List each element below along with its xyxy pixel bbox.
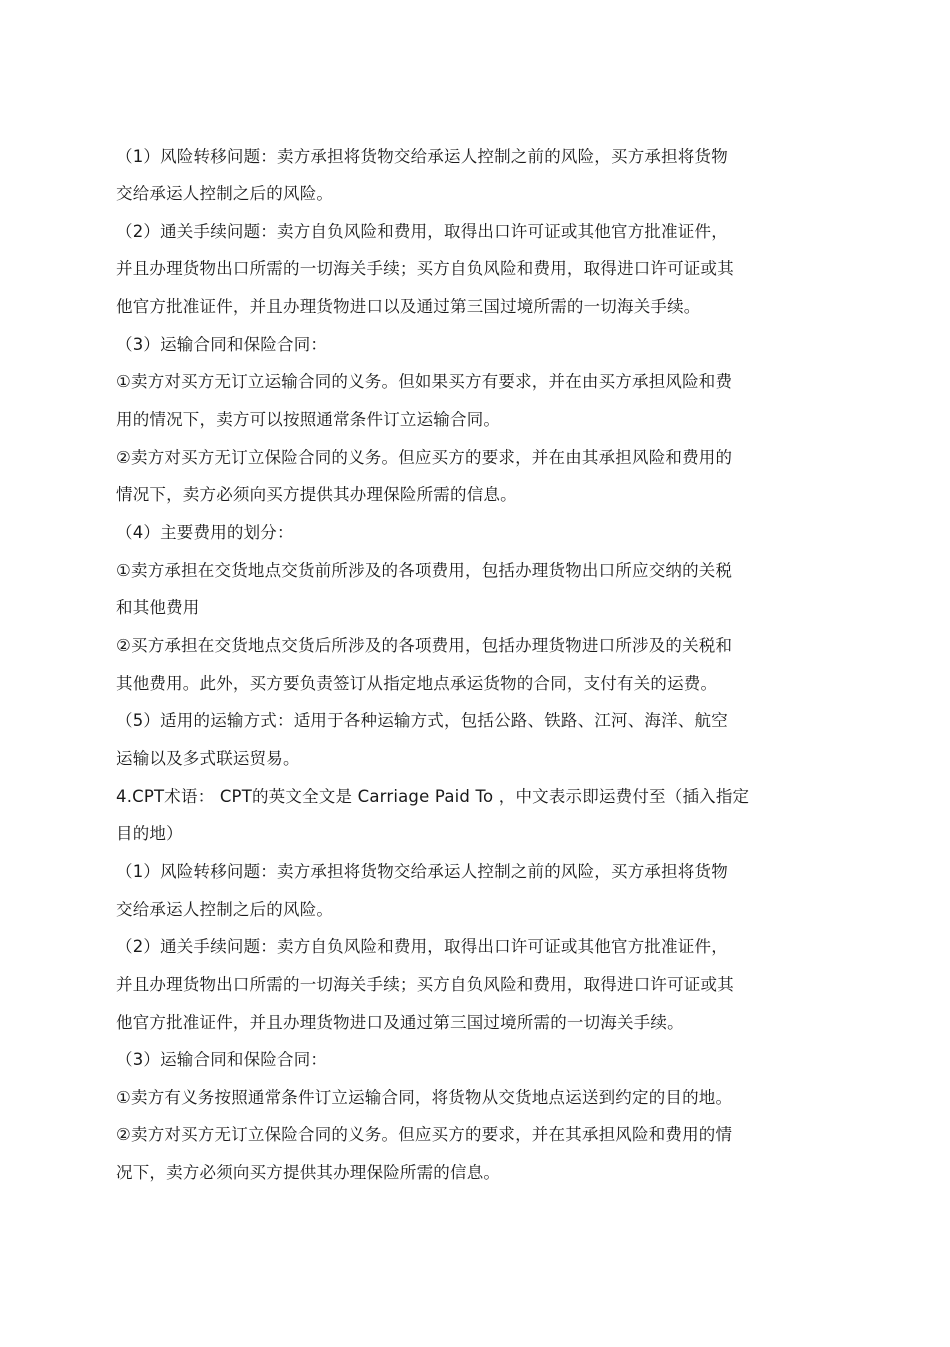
text-line: 用的情况下，卖方可以按照通常条件订立运输合同。 xyxy=(116,410,501,429)
text-line: 并且办理货物出口所需的一切海关手续；买方自负风险和费用，取得进口许可证或其 xyxy=(116,975,734,994)
text-line: （3）运输合同和保险合同： xyxy=(116,335,328,354)
text-line: 情况下，卖方必须向买方提供其办理保险所需的信息。 xyxy=(116,485,517,504)
text-line: 况下，卖方必须向买方提供其办理保险所需的信息。 xyxy=(116,1163,501,1182)
text-line: 和其他费用 xyxy=(116,598,200,617)
text-line: 其他费用。此外，买方要负责签订从指定地点承运货物的合同，支付有关的运费。 xyxy=(116,674,718,693)
text-line: （1）风险转移问题：卖方承担将货物交给承运人控制之前的风险，买方承担将货物 xyxy=(116,147,728,166)
text-line: 运输以及多式联运贸易。 xyxy=(116,749,300,768)
text-line: 并且办理货物出口所需的一切海关手续；买方自负风险和费用，取得进口许可证或其 xyxy=(116,259,734,278)
text-line: ②卖方对买方无订立保险合同的义务。但应买方的要求，并在由其承担风险和费用的 xyxy=(116,448,733,467)
text-line: 交给承运人控制之后的风险。 xyxy=(116,900,334,919)
text-line: 4.CPT术语： CPT的英文全文是 Carriage Paid To ，中文表示即运费付至（插入指定 xyxy=(116,787,750,806)
text-line: ①卖方承担在交货地点交货前所涉及的各项费用，包括办理货物出口所应交纳的关税 xyxy=(116,561,733,580)
text-line: ①卖方有义务按照通常条件订立运输合同，将货物从交货地点运送到约定的目的地。 xyxy=(116,1088,733,1107)
text-line: 他官方批准证件，并且办理货物进口以及通过第三国过境所需的一切海关手续。 xyxy=(116,297,701,316)
text-line: （5）适用的运输方式：适用于各种运输方式，包括公路、铁路、江河、海洋、航空 xyxy=(116,711,728,730)
text-line: ①卖方对买方无订立运输合同的义务。但如果买方有要求，并在由买方承担风险和费 xyxy=(116,372,733,391)
text-line: 他官方批准证件，并且办理货物进口及通过第三国过境所需的一切海关手续。 xyxy=(116,1013,684,1032)
text-line: ②卖方对买方无订立保险合同的义务。但应买方的要求，并在其承担风险和费用的情 xyxy=(116,1125,733,1144)
text-line: 目的地） xyxy=(116,824,183,843)
text-line: 交给承运人控制之后的风险。 xyxy=(116,184,334,203)
text-line: ②买方承担在交货地点交货后所涉及的各项费用，包括办理货物进口所涉及的关税和 xyxy=(116,636,733,655)
text-line: （2）通关手续问题：卖方自负风险和费用，取得出口许可证或其他官方批准证件， xyxy=(116,222,728,241)
text-line: （4）主要费用的划分： xyxy=(116,523,294,542)
text-line: （2）通关手续问题：卖方自负风险和费用，取得出口许可证或其他官方批准证件， xyxy=(116,937,728,956)
text-line: （1）风险转移问题：卖方承担将货物交给承运人控制之前的风险，买方承担将货物 xyxy=(116,862,728,881)
text-line: （3）运输合同和保险合同： xyxy=(116,1050,328,1069)
